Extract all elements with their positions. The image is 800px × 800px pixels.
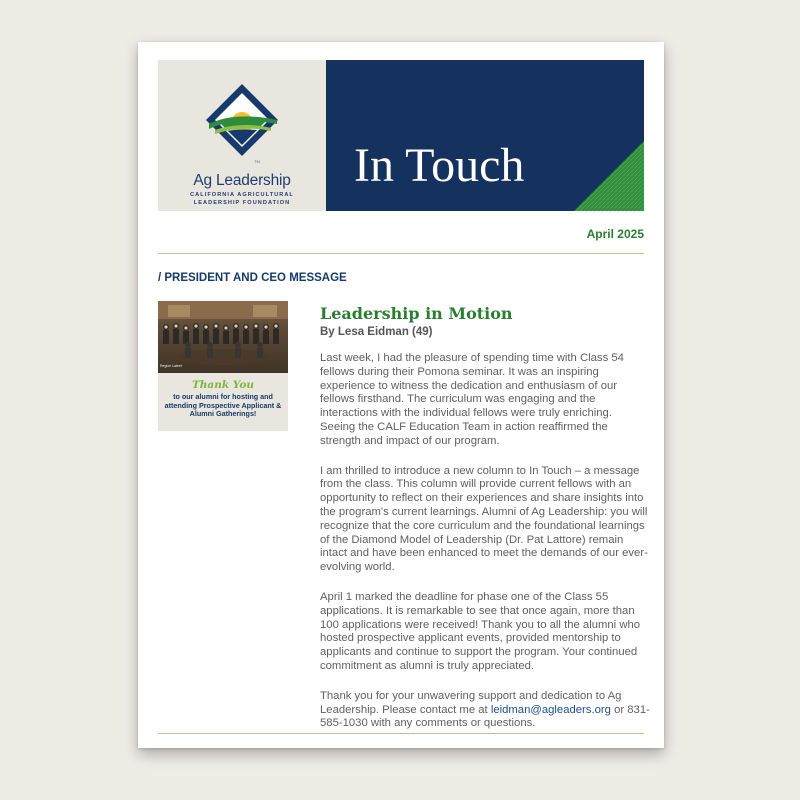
closing-text-after: or 831-585-1030 with any comments or questions. (320, 703, 650, 730)
logo-subline-2: LEADERSHIP FOUNDATION (193, 200, 291, 206)
ag-leadership-logo-icon (205, 83, 279, 157)
closing-text-before: Thank you for your unwavering support and dedication to Ag Leadership. Please contact me at (320, 689, 622, 716)
newsletter-header (158, 60, 644, 211)
article-paragraph-2: I am thrilled to introduce a new column to In Touch – a message from the class. This column will provide current fellows with an opportunity to reflect on their experiences and share insights into the program's current learnings. Alumni of Ag Leadership: you will recognize that the core curriculum and the foundational learnings of the Diamond Model of Leadership (Dr. Pat Lattore) remain intact and have been enhanced to meet the demands of our ever-evolving world. (320, 464, 648, 574)
logo-wordmark: Ag Leadership (193, 172, 291, 189)
photo-caption: Region Lateef (160, 364, 182, 368)
corner-pattern-icon (574, 141, 644, 211)
article-title: Leadership in Motion (320, 304, 513, 323)
issue-date: April 2025 (586, 227, 644, 241)
article (320, 304, 650, 731)
article-closing-paragraph (320, 690, 650, 731)
thank-you-heading: Thank You (191, 379, 255, 391)
logo-panel (158, 60, 326, 211)
divider-top (158, 253, 644, 254)
thank-you-image[interactable] (158, 301, 288, 431)
logo-trademark: TM (254, 159, 260, 164)
newsletter-page (138, 42, 664, 748)
logo-subline-1: CALIFORNIA AGRICULTURAL (190, 192, 294, 198)
thank-you-text: to our alumni for hosting and attending Prospective Applicant & Alumni Gatherings! (164, 392, 282, 419)
article-paragraph-3: April 1 marked the deadline for phase one of the Class 55 applications. It is remarkable to see that once again, more than 100 applications were received! Thank you to all the alumni who hosted prospective applicant events, provided mentorship to applicants and continue to support the program. Your continued commitment as alumni is truly appreciated. (320, 590, 641, 672)
title-panel (326, 60, 644, 211)
divider-bottom (158, 733, 644, 734)
email-link[interactable]: leidman@agleaders.org (490, 703, 611, 716)
article-byline: By Lesa Eidman (49) (320, 326, 433, 338)
newsletter-title: In Touch (354, 139, 525, 192)
article-paragraph-1: Last week, I had the pleasure of spending time with Class 54 fellows during their Pomona seminar. It was an inspiring experience to witness the dedication and enthusiasm of our fellows firsthand. The curriculum was engaging and the interactions with the individual fellows were truly enriching. Seeing the CALF Education Team in action reaffirmed the strength and impact of our program. (320, 352, 624, 447)
group-photo-people-icon (158, 301, 288, 373)
section-heading: / PRESIDENT AND CEO MESSAGE (158, 272, 347, 284)
